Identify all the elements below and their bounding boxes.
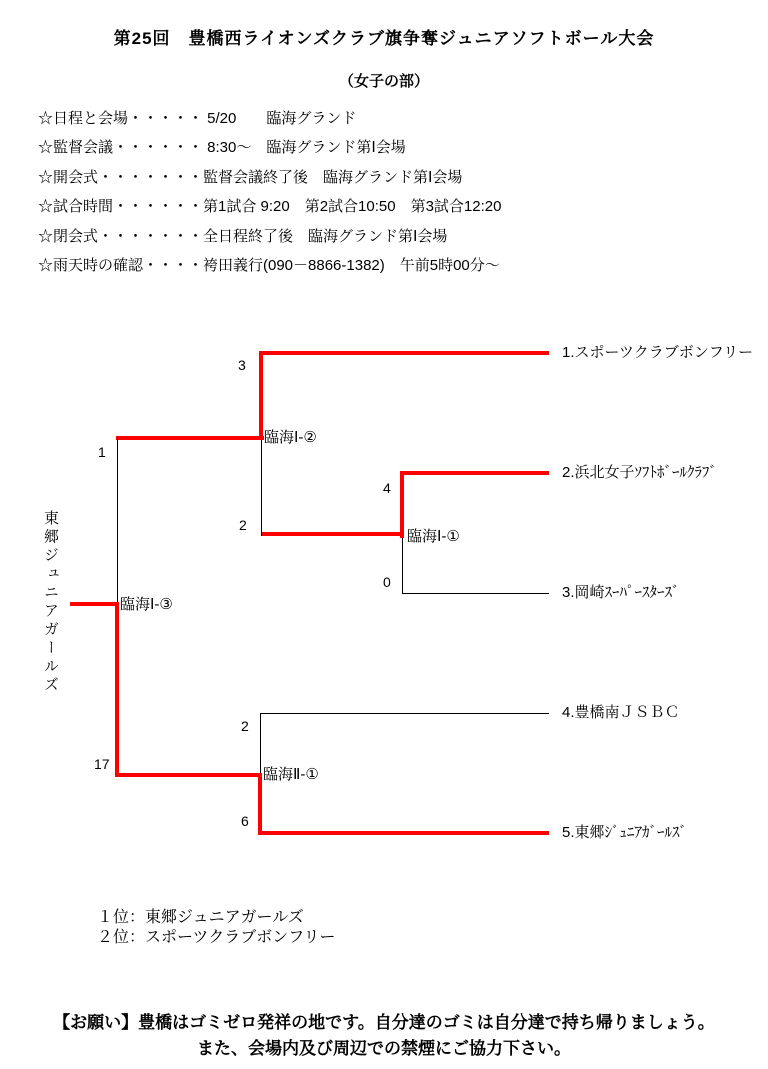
match-label-rinkai-2-1: 臨海Ⅱ-①: [263, 766, 319, 783]
team3-line: [402, 593, 549, 594]
match-label-final: 臨海Ⅰ-③: [120, 596, 173, 613]
info-line-opening-ceremony: ☆開会式・・・・・・・監督会議終了後 臨海グランド第Ⅰ会場: [38, 168, 463, 186]
final-results: [97, 908, 336, 948]
team5-line: [258, 831, 549, 835]
team2-line: [402, 471, 549, 475]
notice-line-1: 【お願い】豊橋はゴミゼロ発祥の地です。自分達のゴミは自分達で持ち帰りましょう。: [53, 1013, 715, 1032]
notice-line-2: また、会場内及び周辺での禁煙にご協力下さい。: [197, 1039, 571, 1058]
score-rinkai-1-1-top: 4: [383, 480, 391, 496]
team4-line: [260, 713, 549, 714]
info-line-rain-contact: ☆雨天時の確認・・・・袴田義行(090－8866-1382) 午前5時00分～: [38, 257, 500, 275]
champion-line: [70, 602, 118, 606]
final-top-connector: [117, 438, 118, 602]
info-line-schedule: ☆日程と会場・・・・・ 5/20 臨海グランド: [38, 110, 357, 127]
quarterfinal-winner-line: [261, 532, 404, 536]
team1-line: [259, 351, 549, 355]
team-entry-1: 1.スポーツクラブボンフリー: [562, 344, 754, 361]
event-info-list: [38, 104, 501, 280]
team5-winner-riser: [258, 773, 262, 835]
footer-notice: [0, 1010, 768, 1062]
score-rinkai-2-1-bottom: 6: [241, 813, 249, 829]
result-first-place: １位：東郷ジュニアガールズ: [97, 909, 304, 926]
score-rinkai-1-1-bottom: 0: [383, 574, 391, 590]
info-line-managers-meeting: ☆監督会議・・・・・・ 8:30～ 臨海グランド第Ⅰ会場: [38, 139, 406, 157]
quarterfinal-loser-connector: [402, 538, 403, 593]
info-line-closing-ceremony: ☆閉会式・・・・・・・全日程終了後 臨海グランド第Ⅰ会場: [38, 227, 448, 245]
semifinal-loser-connector: [261, 440, 262, 536]
score-final-bottom: 17: [94, 756, 110, 772]
team-entry-5: 5.東郷ｼﾞｭﾆｱｶﾞｰﾙｽﾞ: [562, 824, 688, 841]
team-entry-2: 2.浜北女子ｿﾌﾄﾎﾞｰﾙｸﾗﾌﾞ: [562, 464, 718, 481]
score-rinkai-1-2-bottom: 2: [239, 517, 247, 533]
info-line-game-times: ☆試合時間・・・・・・第1試合 9:20 第2試合10:50 第3試合12:20: [38, 198, 502, 216]
champion-riser: [115, 602, 119, 777]
semifinal-winner-line: [116, 436, 264, 440]
team2-winner-drop: [400, 471, 404, 538]
team1-winner-drop: [259, 351, 263, 440]
bottom-winner-line: [116, 773, 262, 777]
match-label-rinkai-1-2: 臨海Ⅰ-②: [264, 429, 317, 446]
champion-team-name: 東郷ジュニアガールズ: [42, 510, 59, 695]
page-subtitle: （女子の部）: [338, 73, 429, 90]
page-title: 第25回 豊橋西ライオンズクラブ旗争奪ジュニアソフトボール大会: [113, 29, 655, 48]
team-entry-3: 3.岡崎ｽｰﾊﾟｰｽﾀｰｽﾞ: [562, 584, 680, 601]
score-final-top: 1: [98, 444, 106, 460]
match-label-rinkai-1-1: 臨海Ⅰ-①: [407, 528, 460, 545]
score-rinkai-1-2-top: 3: [238, 357, 246, 373]
team4-loser-connector: [260, 713, 261, 773]
team-entry-4: 4.豊橋南ＪＳＢＣ: [562, 704, 680, 721]
result-second-place: ２位：スポーツクラブボンフリー: [97, 929, 336, 946]
score-rinkai-2-1-top: 2: [241, 718, 249, 734]
